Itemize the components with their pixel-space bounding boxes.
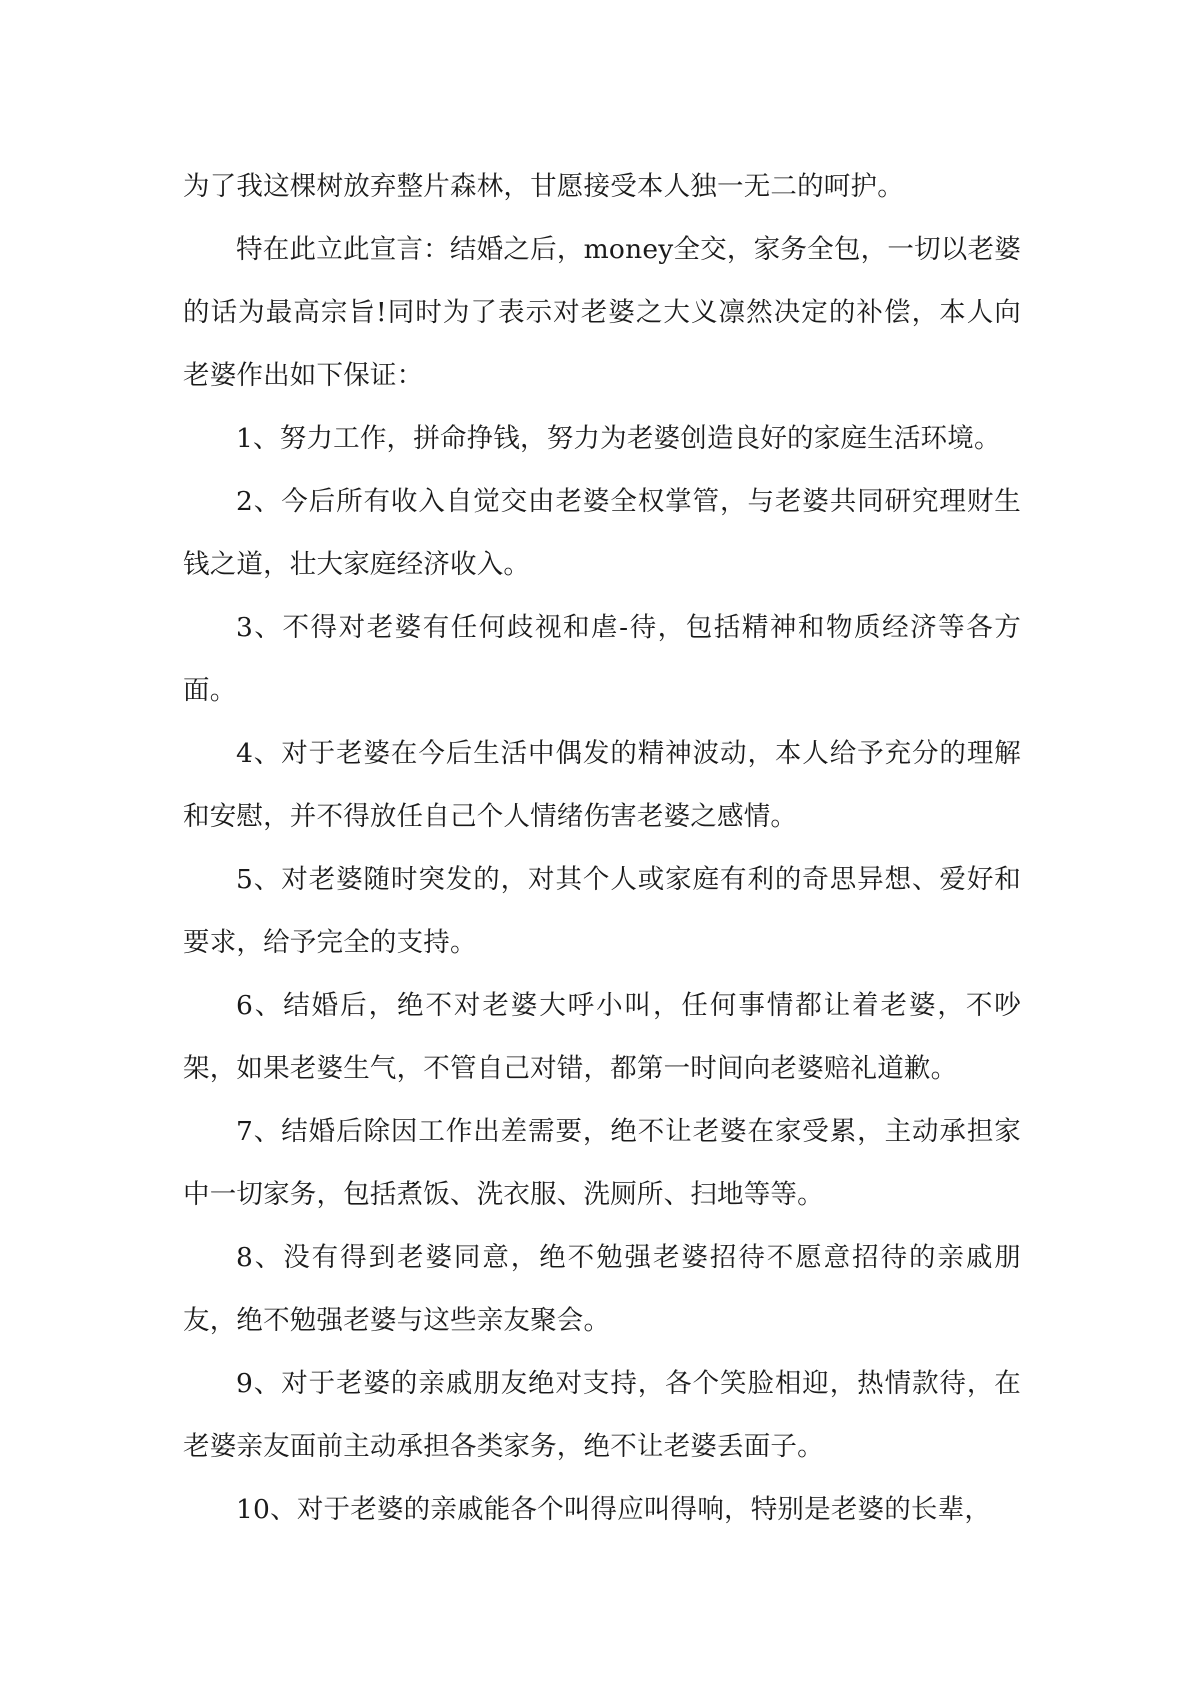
paragraph-declaration: 特在此立此宣言：结婚之后，money全交，家务全包，一切以老婆的话为最高宗旨!同时为了表示对老婆之大义凛然决定的补偿，本人向老婆作出如下保证： xyxy=(183,234,1021,391)
paragraph-promise-5: 5、对老婆随时突发的，对其个人或家庭有利的奇思异想、爱好和要求，给予完全的支持。 xyxy=(183,864,1021,958)
paragraph-promise-10: 10、对于老婆的亲戚能各个叫得应叫得响，特别是老婆的长辈， xyxy=(236,1494,992,1525)
document-body xyxy=(183,155,1021,1541)
paragraph-promise-9: 9、对于老婆的亲戚朋友绝对支持，各个笑脸相迎，热情款待，在老婆亲友面前主动承担各类家务，绝不让老婆丢面子。 xyxy=(183,1368,1021,1462)
paragraph-promise-7: 7、结婚后除因工作出差需要，绝不让老婆在家受累，主动承担家中一切家务，包括煮饭、洗衣服、洗厕所、扫地等等。 xyxy=(183,1116,1021,1210)
paragraph-promise-4: 4、对于老婆在今后生活中偶发的精神波动，本人给予充分的理解和安慰，并不得放任自己个人情绪伤害老婆之感情。 xyxy=(183,738,1021,832)
paragraph-promise-1: 1、努力工作，拼命挣钱，努力为老婆创造良好的家庭生活环境。 xyxy=(236,423,1001,454)
paragraph-promise-3: 3、不得对老婆有任何歧视和虐-待，包括精神和物质经济等各方面。 xyxy=(183,612,1021,706)
paragraph-promise-6: 6、结婚后，绝不对老婆大呼小叫，任何事情都让着老婆，不吵架，如果老婆生气，不管自己对错，都第一时间向老婆赔礼道歉。 xyxy=(183,990,1021,1084)
paragraph-promise-2: 2、今后所有收入自觉交由老婆全权掌管，与老婆共同研究理财生钱之道，壮大家庭经济收入。 xyxy=(183,486,1021,580)
paragraph-intro-continued: 为了我这棵树放弃整片森林，甘愿接受本人独一无二的呵护。 xyxy=(183,171,904,202)
paragraph-promise-8: 8、没有得到老婆同意，绝不勉强老婆招待不愿意招待的亲戚朋友，绝不勉强老婆与这些亲友聚会。 xyxy=(183,1242,1021,1336)
